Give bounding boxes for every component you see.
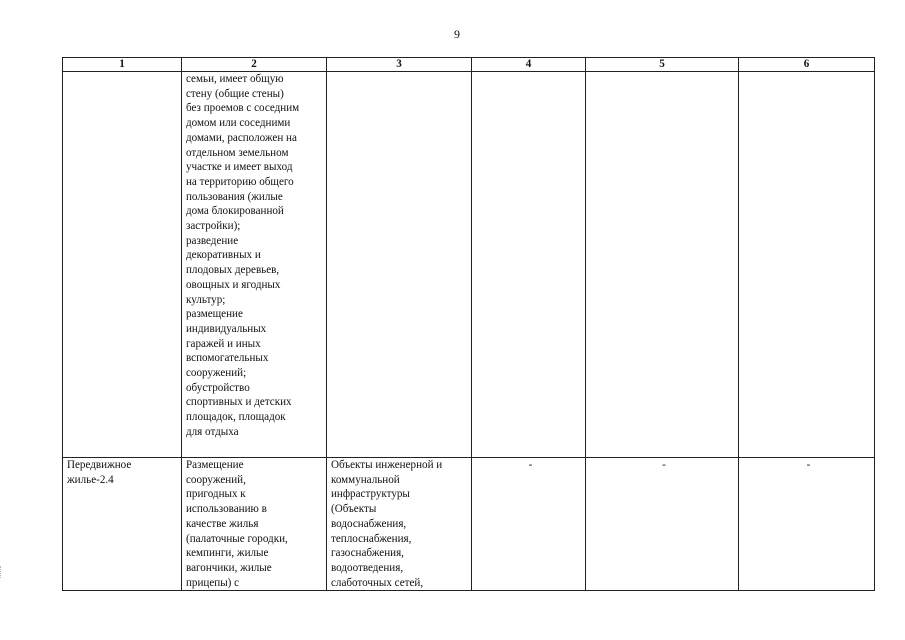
cell-use-name xyxy=(63,458,182,591)
cell-col-4: - xyxy=(472,458,586,591)
cell-col-5: - xyxy=(586,458,739,591)
column-header-4: 4 xyxy=(472,58,586,72)
cell-text-line: овощных и ягодных xyxy=(186,278,281,291)
table-header-row xyxy=(63,58,875,72)
cell-text-line: отдельном земельном xyxy=(186,146,289,159)
cell-text-line: жилье-2.4 xyxy=(67,473,114,486)
column-header-6: 6 xyxy=(739,58,875,72)
cell-text-line: слаботочных сетей, xyxy=(331,576,424,589)
column-header-5: 5 xyxy=(586,58,739,72)
cell-text-line: спортивных и детских xyxy=(186,396,292,409)
cell-use-description xyxy=(182,458,327,591)
cell-col-6: - xyxy=(739,458,875,591)
cell-text-line: теплоснабжения, xyxy=(331,532,412,545)
cell-text-line: застройки); xyxy=(186,220,241,233)
cell-text-line: культур; xyxy=(186,293,226,306)
cell-text-line: пользования (жилые xyxy=(186,190,283,203)
cell-text-line: размещение xyxy=(186,308,243,321)
scan-margin-mark xyxy=(0,566,5,578)
cell-text-line: сооружений, xyxy=(186,473,246,486)
cell-text-line: площадок, площадок xyxy=(186,411,286,424)
cell-text-line: вспомогательных xyxy=(186,352,269,365)
cell-text-line: декоративных и xyxy=(186,249,261,262)
cell-text-line: Объекты инженерной и xyxy=(331,459,443,471)
cell-text-line: гаражей и иных xyxy=(186,337,261,350)
cell-col-6 xyxy=(739,72,875,458)
cell-text-line: сооружений; xyxy=(186,367,247,380)
cell-text-line: на территорию общего xyxy=(186,175,294,188)
cell-text-line: индивидуальных xyxy=(186,322,267,335)
cell-auxiliary-uses xyxy=(327,72,472,458)
cell-text-line: кемпинги, жилые xyxy=(186,547,269,560)
cell-text-line: дома блокированной xyxy=(186,205,284,218)
cell-text-line: коммунальной xyxy=(331,473,400,486)
cell-text-line: семьи, имеет общую xyxy=(186,73,284,85)
cell-text-line: плодовых деревьев, xyxy=(186,264,280,277)
table-row xyxy=(63,458,875,591)
cell-text-line: водоотведения, xyxy=(331,561,404,574)
cell-text-line: без проемов с соседним xyxy=(186,102,300,115)
cell-text-line: участке и имеет выход xyxy=(186,161,293,174)
cell-use-name xyxy=(63,72,182,458)
cell-text-line: домами, расположен на xyxy=(186,131,297,144)
cell-text-line: (Объекты xyxy=(331,503,377,516)
column-header-2: 2 xyxy=(182,58,327,72)
cell-col-5 xyxy=(586,72,739,458)
cell-auxiliary-uses xyxy=(327,458,472,591)
cell-text-line: прицепы) с xyxy=(186,576,240,589)
cell-text-line: Размещение xyxy=(186,459,244,471)
cell-use-description xyxy=(182,72,327,458)
cell-col-4 xyxy=(472,72,586,458)
cell-text-line: качестве жилья xyxy=(186,517,259,530)
cell-text-line: домом или соседними xyxy=(186,117,291,130)
column-header-3: 3 xyxy=(327,58,472,72)
column-header-1: 1 xyxy=(63,58,182,72)
zoning-table xyxy=(62,57,875,591)
cell-text-line: вагончики, жилые xyxy=(186,561,272,574)
cell-text-line: обустройство xyxy=(186,381,250,394)
cell-text-line: пригодных к xyxy=(186,488,246,501)
table-row xyxy=(63,72,875,458)
cell-text-line: разведение xyxy=(186,234,239,247)
cell-text-line: газоснабжения, xyxy=(331,547,404,560)
cell-text-line: (палаточные городки, xyxy=(186,532,288,545)
cell-text-line: инфраструктуры xyxy=(331,488,410,501)
page-number: 9 xyxy=(454,27,460,41)
cell-text-line: стену (общие стены) xyxy=(186,87,284,100)
cell-text-line: Передвижное xyxy=(67,459,132,471)
cell-text-line: водоснабжения, xyxy=(331,517,407,530)
cell-text-line: для отдыха xyxy=(186,425,239,438)
cell-text-line: использованию в xyxy=(186,503,267,516)
